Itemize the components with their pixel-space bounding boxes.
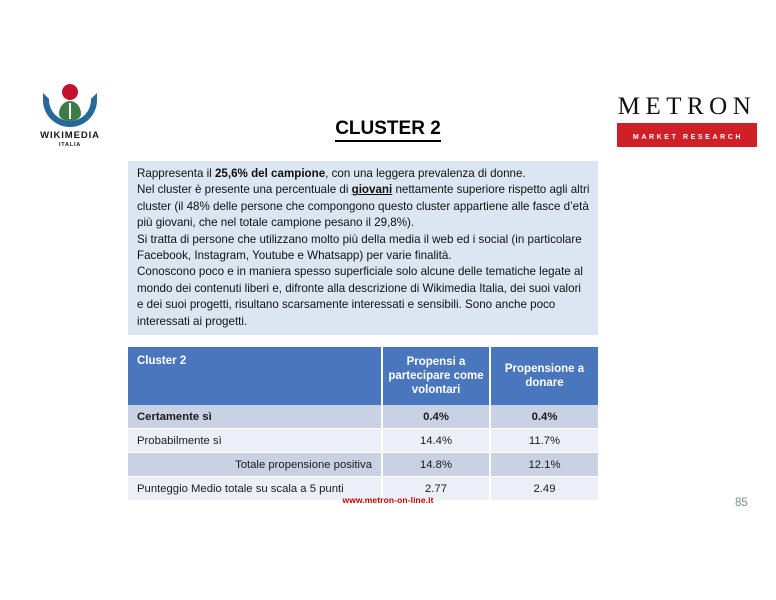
table-cell-label: Certamente sì — [128, 405, 382, 429]
table-cell-label: Punteggio Medio totale su scala a 5 punti — [128, 477, 382, 501]
table-header-volontari: Propensi a partecipare come volontari — [382, 347, 490, 405]
propensity-table — [128, 347, 598, 501]
table-cell-label: Probabilmente sì — [128, 429, 382, 453]
wikimedia-logo-name: WIKIMEDIA — [40, 130, 100, 141]
table-cell-volontari: 14.8% — [382, 453, 490, 477]
table-row — [128, 405, 598, 429]
table-header-row — [128, 347, 598, 405]
page-title — [0, 118, 776, 140]
table-cell-label: Totale propensione positiva — [128, 453, 382, 477]
wikimedia-logo-subtitle: ITALIA — [58, 142, 82, 148]
table-cell-donare: 12.1% — [490, 453, 598, 477]
table-body — [128, 405, 598, 501]
page-title-text: CLUSTER 2 — [335, 118, 441, 142]
table-cell-volontari: 0.4% — [382, 405, 490, 429]
footer-website-link[interactable]: www.metron-on-line.it — [342, 495, 434, 505]
table-row — [128, 429, 598, 453]
table-header — [128, 347, 598, 405]
table-row — [128, 453, 598, 477]
cluster-description-box — [128, 161, 598, 335]
table-cell-donare: 0.4% — [490, 405, 598, 429]
cluster-description-text: Rappresenta il 25,6% del campione, con una leggera prevalenza di donne. Nel cluster è presente una percentuale di giovani nettamente superiore rispetto agli altri cluster (il 48% delle persone che compongono questo cluster appartiene alle fasce d’età più giovani, che nel totale campione pesano il 29,8%). Si tratta di persone che utilizzano molto più della media il web ed i social (in particolare Facebook, Instagram, Youtube e Whatsapp) per varie finalità. Conoscono poco e in maniera spesso superficiale solo alcune delle tematiche legate al mondo dei contenuti liberi e, difronte alla descrizione di Wikimedia Italia, dei suoi valori e dei suoi progetti, risultano scarsamente interessati e sensibili. Sono anche poco interessati ai progetti. — [137, 167, 590, 328]
metron-logo-wordmark: METRON — [617, 93, 757, 120]
table-cell-volontari: 2.77 — [382, 477, 490, 501]
table-header-donare: Propensione a donare — [490, 347, 598, 405]
metron-logo-tagline: MARKET RESEARCH — [632, 133, 744, 141]
table-cell-donare: 2.49 — [490, 477, 598, 501]
table-cell-donare: 11.7% — [490, 429, 598, 453]
page-number: 85 — [735, 497, 748, 509]
table-cell-volontari: 14.4% — [382, 429, 490, 453]
table-header-cluster: Cluster 2 — [128, 347, 382, 405]
